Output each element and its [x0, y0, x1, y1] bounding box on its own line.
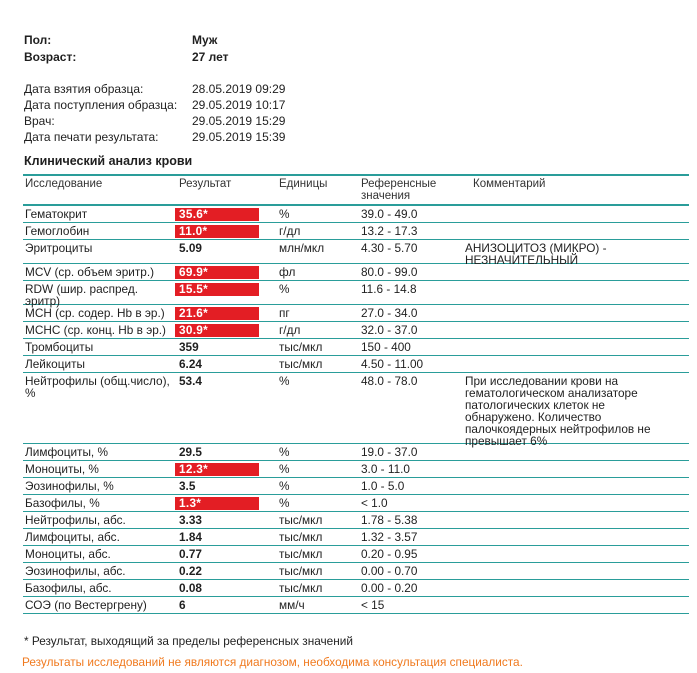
result-cell: 0.77: [179, 547, 202, 561]
doctor-label: Врач:: [24, 114, 55, 128]
header-units: Единицы: [279, 178, 328, 190]
result-cell: 5.09: [179, 241, 202, 255]
sample-taken-value: 28.05.2019 09:29: [192, 82, 286, 96]
test-cell: Гематокрит: [25, 207, 88, 221]
result-cell: 3.5: [179, 479, 196, 493]
test-cell: Лимфоциты, абс.: [25, 530, 120, 544]
units-cell: %: [279, 207, 290, 221]
footnote: * Результат, выходящий за пределы референсных значений: [24, 634, 353, 648]
results-table: [23, 174, 689, 614]
section-title: Клинический анализ крови: [24, 154, 193, 168]
units-cell: тыс/мкл: [279, 357, 323, 371]
reference-cell: 27.0 - 34.0: [361, 306, 418, 320]
test-cell: RDW (шир. распред. эритр): [25, 282, 138, 308]
reference-cell: 1.32 - 3.57: [361, 530, 418, 544]
table-row: [23, 563, 689, 580]
header-test: Исследование: [25, 178, 103, 190]
table-row: [23, 546, 689, 563]
result-cell-flagged: 12.3*: [175, 463, 259, 476]
result-cell: 6: [179, 598, 186, 612]
result-cell: 3.33: [179, 513, 202, 527]
reference-cell: 4.50 - 11.00: [361, 357, 424, 371]
units-cell: тыс/мкл: [279, 340, 323, 354]
table-row: [23, 305, 689, 322]
reference-cell: 19.0 - 37.0: [361, 445, 418, 459]
test-cell: МСНС (ср. конц. Hb в эр.): [25, 323, 166, 337]
test-cell: Лейкоциты: [25, 357, 85, 371]
header-reference: Референсные значения: [361, 178, 437, 202]
result-cell-flagged: 30.9*: [175, 324, 259, 337]
table-row: [23, 597, 689, 614]
test-cell: Эозинофилы, абс.: [25, 564, 126, 578]
age-value: 27 лет: [192, 50, 229, 64]
result-cell: 0.08: [179, 581, 202, 595]
units-cell: мм/ч: [279, 598, 305, 612]
result-cell: 6.24: [179, 357, 202, 371]
reference-cell: < 1.0: [361, 496, 388, 510]
reference-cell: 48.0 - 78.0: [361, 374, 418, 388]
units-cell: %: [279, 445, 290, 459]
test-cell: Нейтрофилы (общ.число), %: [25, 374, 170, 400]
reference-cell: < 15: [361, 598, 385, 612]
table-row: [23, 461, 689, 478]
result-cell-flagged: 1.3*: [175, 497, 259, 510]
result-cell-flagged: 21.6*: [175, 307, 259, 320]
header-comment: Комментарий: [473, 178, 546, 190]
units-cell: млн/мкл: [279, 241, 325, 255]
result-cell-flagged: 11.0*: [175, 225, 259, 238]
reference-cell: 80.0 - 99.0: [361, 265, 418, 279]
reference-cell: 0.00 - 0.70: [361, 564, 418, 578]
reference-cell: 0.00 - 0.20: [361, 581, 418, 595]
units-cell: %: [279, 282, 290, 296]
comment-cell: АНИЗОЦИТОЗ (МИКРО) - НЕЗНАЧИТЕЛЬНЫЙ: [465, 241, 607, 267]
reference-cell: 0.20 - 0.95: [361, 547, 418, 561]
units-cell: тыс/мкл: [279, 530, 323, 544]
sample-received-value: 29.05.2019 10:17: [192, 98, 286, 112]
age-label: Возраст:: [24, 50, 77, 64]
result-cell: 53.4: [179, 374, 202, 388]
test-cell: Базофилы, абс.: [25, 581, 112, 595]
result-cell: 1.84: [179, 530, 202, 544]
units-cell: фл: [279, 265, 296, 279]
printed-value: 29.05.2019 15:39: [192, 130, 286, 144]
table-row: [23, 223, 689, 240]
units-cell: тыс/мкл: [279, 513, 323, 527]
units-cell: тыс/мкл: [279, 564, 323, 578]
units-cell: %: [279, 479, 290, 493]
doctor-value: 29.05.2019 15:29: [192, 114, 286, 128]
table-row: [23, 240, 689, 267]
result-cell-flagged: 69.9*: [175, 266, 259, 279]
test-cell: Тромбоциты: [25, 340, 94, 354]
units-cell: %: [279, 496, 290, 510]
result-cell: 0.22: [179, 564, 202, 578]
table-row: [23, 281, 689, 308]
result-cell-flagged: 15.5*: [175, 283, 259, 296]
test-cell: Нейтрофилы, абс.: [25, 513, 126, 527]
table-row: [23, 206, 689, 223]
units-cell: г/дл: [279, 323, 301, 337]
reference-cell: 3.0 - 11.0: [361, 462, 410, 476]
units-cell: тыс/мкл: [279, 581, 323, 595]
result-cell: 359: [179, 340, 199, 354]
test-cell: Базофилы, %: [25, 496, 100, 510]
header-result: Результат: [179, 178, 232, 190]
reference-cell: 4.30 - 5.70: [361, 241, 418, 255]
reference-cell: 39.0 - 49.0: [361, 207, 418, 221]
units-cell: тыс/мкл: [279, 547, 323, 561]
table-row: [23, 478, 689, 495]
test-cell: MCV (ср. объем эритр.): [25, 265, 155, 279]
reference-cell: 1.78 - 5.38: [361, 513, 418, 527]
sex-value: Муж: [192, 33, 218, 47]
units-cell: %: [279, 374, 290, 388]
units-cell: пг: [279, 306, 290, 320]
result-cell: 29.5: [179, 445, 202, 459]
units-cell: %: [279, 462, 290, 476]
test-cell: Гемоглобин: [25, 224, 90, 238]
test-cell: Эритроциты: [25, 241, 93, 255]
table-row: [23, 264, 689, 281]
table-row: [23, 444, 689, 461]
test-cell: МСН (ср. содер. Hb в эр.): [25, 306, 165, 320]
table-row: [23, 512, 689, 529]
table-row: [23, 373, 689, 448]
table-row: [23, 339, 689, 356]
test-cell: Моноциты, %: [25, 462, 99, 476]
table-row: [23, 580, 689, 597]
test-cell: Моноциты, абс.: [25, 547, 111, 561]
table-row: [23, 322, 689, 339]
test-cell: Лимфоциты, %: [25, 445, 108, 459]
test-cell: Эозинофилы, %: [25, 479, 114, 493]
reference-cell: 32.0 - 37.0: [361, 323, 418, 337]
reference-cell: 150 - 400: [361, 340, 411, 354]
sex-label: Пол:: [24, 33, 52, 47]
table-row: [23, 356, 689, 373]
comment-cell: При исследовании крови на гематологическом анализаторе патологических клеток не обнаружено. Количество палочкоядерных нейтрофилов не превышает 6%: [465, 374, 651, 448]
sample-received-label: Дата поступления образца:: [24, 98, 178, 112]
sample-taken-label: Дата взятия образца:: [24, 82, 144, 96]
reference-cell: 1.0 - 5.0: [361, 479, 405, 493]
reference-cell: 13.2 - 17.3: [361, 224, 418, 238]
table-row: [23, 529, 689, 546]
test-cell: СОЭ (по Вестергрену): [25, 598, 147, 612]
units-cell: г/дл: [279, 224, 301, 238]
table-header: [23, 176, 689, 206]
printed-label: Дата печати результата:: [24, 130, 159, 144]
disclaimer: Результаты исследований не являются диагнозом, необходима консультация специалиста.: [22, 655, 523, 669]
result-cell-flagged: 35.6*: [175, 208, 259, 221]
table-row: [23, 495, 689, 512]
reference-cell: 11.6 - 14.8: [361, 282, 417, 296]
